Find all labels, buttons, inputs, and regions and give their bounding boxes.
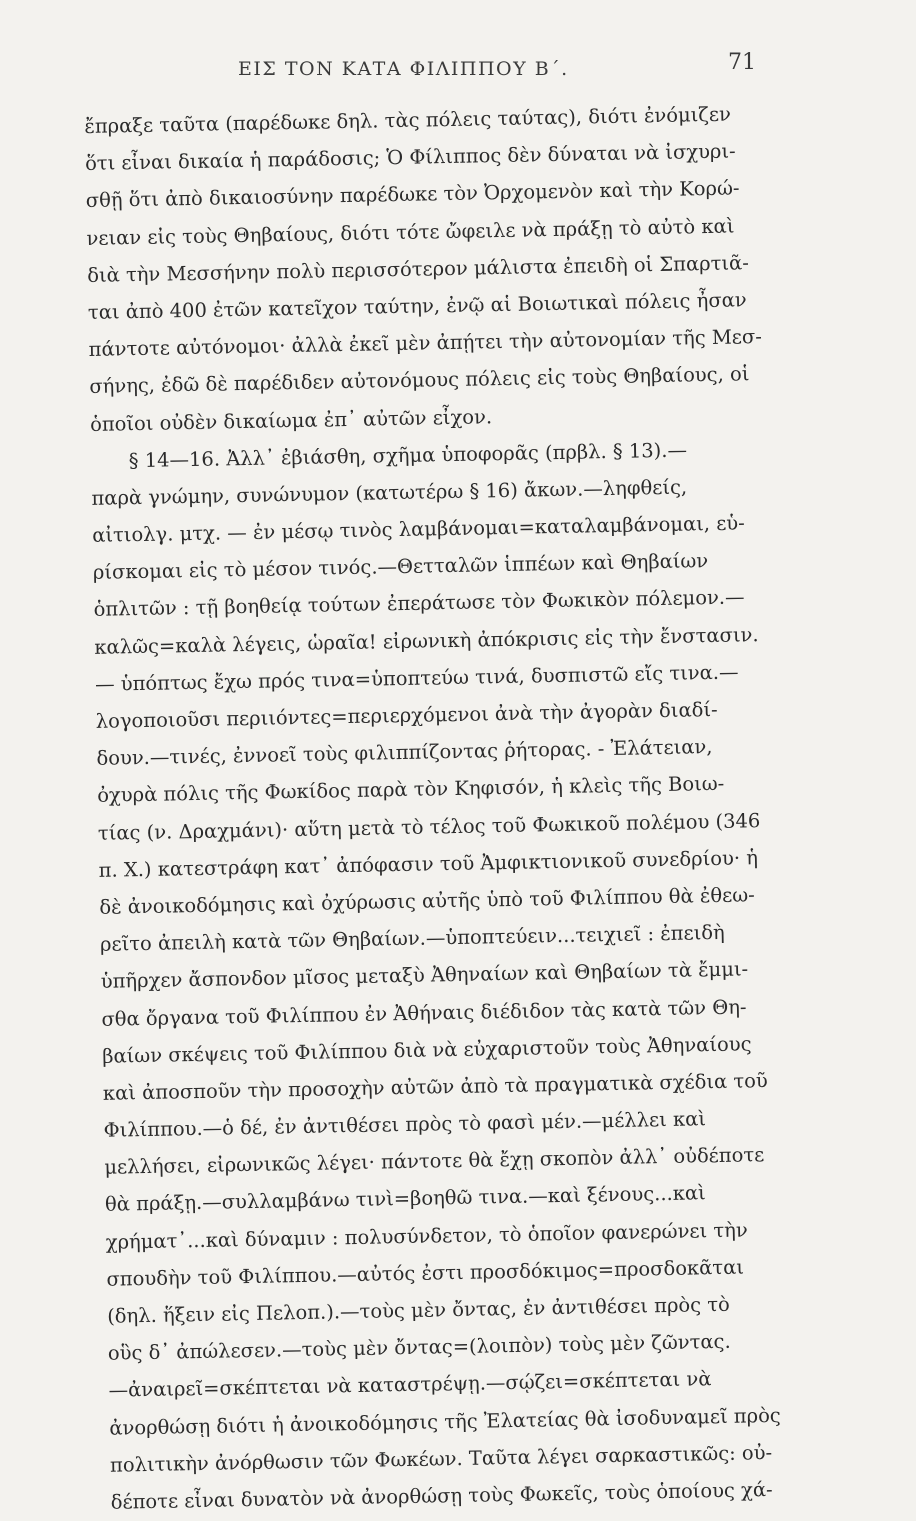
text-line: λογοποιοῦσι περιιόντες=περιερχόμενοι ἀνὰ τὴν ἀγορὰν διαδί- <box>95 697 718 733</box>
section-heading-line: § 14—16. Ἀλλ᾽ ἐβιάσθη, σχῆμα ὑποφορᾶς (πρβλ. § 13).— <box>128 438 688 472</box>
commentary-text <box>84 94 839 1521</box>
text-line: ρίσκομαι εἰς τὸ μέσον τινός.—Θετταλῶν ἱππέων καὶ Θηβαίων <box>92 549 709 585</box>
text-line: πάντοτε αὐτόνομοι· ἀλλὰ ἐκεῖ μὲν ἀπῄτει τὴν αὐτονομίαν τῆς Μεσ- <box>88 325 763 362</box>
page-number: 71 <box>728 50 756 75</box>
text-line: οὓς δ᾽ ἀπώλεσεν.—τοὺς μὲν ὄντας=(λοιπὸν) τοὺς μὲν ζῶντας. <box>107 1330 731 1365</box>
text-line: σπουδὴν τοῦ Φιλίππου.—αὐτός ἐστι προσδόκιμος=προσδοκᾶται <box>106 1255 745 1291</box>
text-line: Φιλίππου.—ὁ δέ, ἐν ἀντιθέσει πρὸς τὸ φασὶ μέν.—μέλλει καὶ <box>103 1107 707 1142</box>
text-line: δουν.—τινές, ἐννοεῖ τοὺς φιλιππίζοντας ῥήτορας. - Ἐλάτειαν, <box>96 735 713 771</box>
text-line: παρὰ γνώμην, συνώνυμον (κατωτέρω § 16) ἄκων.—ληφθείς, <box>91 475 688 510</box>
text-line: ὁπλιτῶν : τῇ βοηθείᾳ τούτων ἐπεράτωσε τὸν Φωκικὸν πόλεμον.— <box>93 585 745 622</box>
text-line: δέποτε εἶναι δυνατὸν νὰ ἀνορθώσῃ τοὺς Φωκεῖς, τοὺς ὁποίους χά- <box>110 1477 773 1514</box>
text-line: νειαν εἰς τοὺς Θηβαίους, διότι τότε ὤφειλε νὰ πράξῃ τὸ αὐτὸ καὶ <box>86 214 735 250</box>
text-line: π. Χ.) κατεστράφη κατ᾽ ἀπόφασιν τοῦ Ἀμφικτιονικοῦ συνεδρίου· ἡ <box>98 845 759 882</box>
text-line: μελλήσει, εἰρωνικῶς λέγει· πάντοτε θὰ ἔχῃ σκοπὸν ἀλλ᾽ οὐδέποτε <box>104 1143 765 1180</box>
text-line: χρήματ᾽...καὶ δύναμιν : πολυσύνδετον, τὸ ὁποῖον φανερώνει τὴν <box>105 1218 748 1254</box>
text-line: καὶ ἀποσποῦν τὴν προσοχὴν αὐτῶν ἀπὸ τὰ πραγματικὰ σχέδια τοῦ <box>102 1068 768 1105</box>
text-line: ὁποῖοι οὐδὲν δικαίωμα ἐπ᾽ αὐτῶν εἶχον. <box>89 404 493 436</box>
text-line: βαίων σκέψεις τοῦ Φιλίππου διὰ νὰ εὐχαριστοῦν τοὺς Ἀθηναίους <box>101 1032 752 1068</box>
text-line: σθῇ ὅτι ἀπὸ δικαιοσύνην παρέδωκε τὸν Ὀρχομενὸν καὶ τὴν Κορώ- <box>85 176 740 213</box>
text-line: (δηλ. ἥξειν εἰς Πελοπ.).—τοὺς μὲν ὄντας, ἐν ἀντιθέσει πρὸς τὸ <box>106 1292 731 1328</box>
text-line: —ἀναιρεῖ=σκέπτεται νὰ καταστρέψῃ.—σῴζει=σκέπτεται νὰ <box>108 1367 712 1403</box>
text-line: ὑπῆρχεν ἄσπονδον μῖσος μεταξὺ Ἀθηναίων καὶ Θηβαίων τὰ ἔμμι- <box>100 957 749 994</box>
text-line: αἰτιολγ. μτχ. — ἐν μέσῳ τινὸς λαμβάνομαι=καταλαμβάνομαι, εὑ- <box>91 511 745 547</box>
text-line: πολιτικὴν ἀνόρθωσιν τῶν Φωκέων. Ταῦτα λέγει σαρκαστικῶς: οὐ- <box>109 1440 773 1477</box>
text-line: θὰ πράξῃ.—συλλαμβάνω τινὶ=βοηθῶ τινα.—καὶ ξένους...καὶ <box>104 1181 706 1217</box>
text-line: διὰ τὴν Μεσσήνην πολὺ περισσότερον μάλιστα ἐπειδὴ οἱ Σπαρτιᾶ- <box>86 251 750 287</box>
text-line: καλῶς=καλὰ λέγεις, ὡραῖα! εἰρωνικὴ ἀπόκρισις εἰς τὴν ἔνστασιν. <box>94 622 759 659</box>
text-line: — ὑπόπτως ἔχω πρός τινα=ὑποπτεύω τινά, δυσπιστῶ εἴς τινα.— <box>94 660 739 696</box>
text-line: σήνης, ἐδῶ δὲ παρέδιδεν αὐτονόμους πόλεις εἰς τοὺς Θηβαίους, οἱ <box>89 362 750 399</box>
text-line: δὲ ἀνοικοδόμησις καὶ ὀχύρωσις αὐτῆς ὑπὸ τοῦ Φιλίππου θὰ ἐθεω- <box>99 883 755 919</box>
text-line: ἔπραξε ταῦτα (παρέδωκε δηλ. τὰς πόλεις ταύτας), διότι ἐνόμιζεν <box>84 102 732 138</box>
text-line: ται ἀπὸ 400 ἐτῶν κατεῖχον ταύτην, ἐνῷ αἱ Βοιωτικαὶ πόλεις ἦσαν <box>87 288 747 324</box>
text-line: ὅτι εἶναι δικαία ἡ παράδοσις; Ὁ Φίλιππος δὲν δύναται νὰ ἰσχυρι- <box>84 139 736 176</box>
text-line: ἀνορθώσῃ διότι ἡ ἀνοικοδόμησις τῆς Ἐλατείας θὰ ἰσοδυναμεῖ πρὸς <box>109 1403 781 1440</box>
page-header <box>0 46 916 86</box>
text-line: ὀχυρὰ πόλις τῆς Φωκίδος παρὰ τὸν Κηφισόν, ἡ κλεὶς τῆς Βοιω- <box>96 772 725 808</box>
running-head: ΕΙΣ ΤΟΝ ΚΑΤΑ ΦΙΛΙΠΠΟΥ Β΄. <box>238 58 569 80</box>
text-line: σθα ὄργανα τοῦ Φιλίππου ἐν Ἀθήναις διέδιδον τὰς κατὰ τῶν Θη- <box>101 994 747 1031</box>
text-line: τίας (ν. Δραχμάνι)· αὕτη μετὰ τὸ τέλος τοῦ Φωκικοῦ πολέμου (346 <box>97 808 761 845</box>
text-line: ρεῖτο ἀπειλὴ κατὰ τῶν Θηβαίων.—ὑποπτεύειν...τειχιεῖ : ἐπειδὴ <box>99 920 725 956</box>
